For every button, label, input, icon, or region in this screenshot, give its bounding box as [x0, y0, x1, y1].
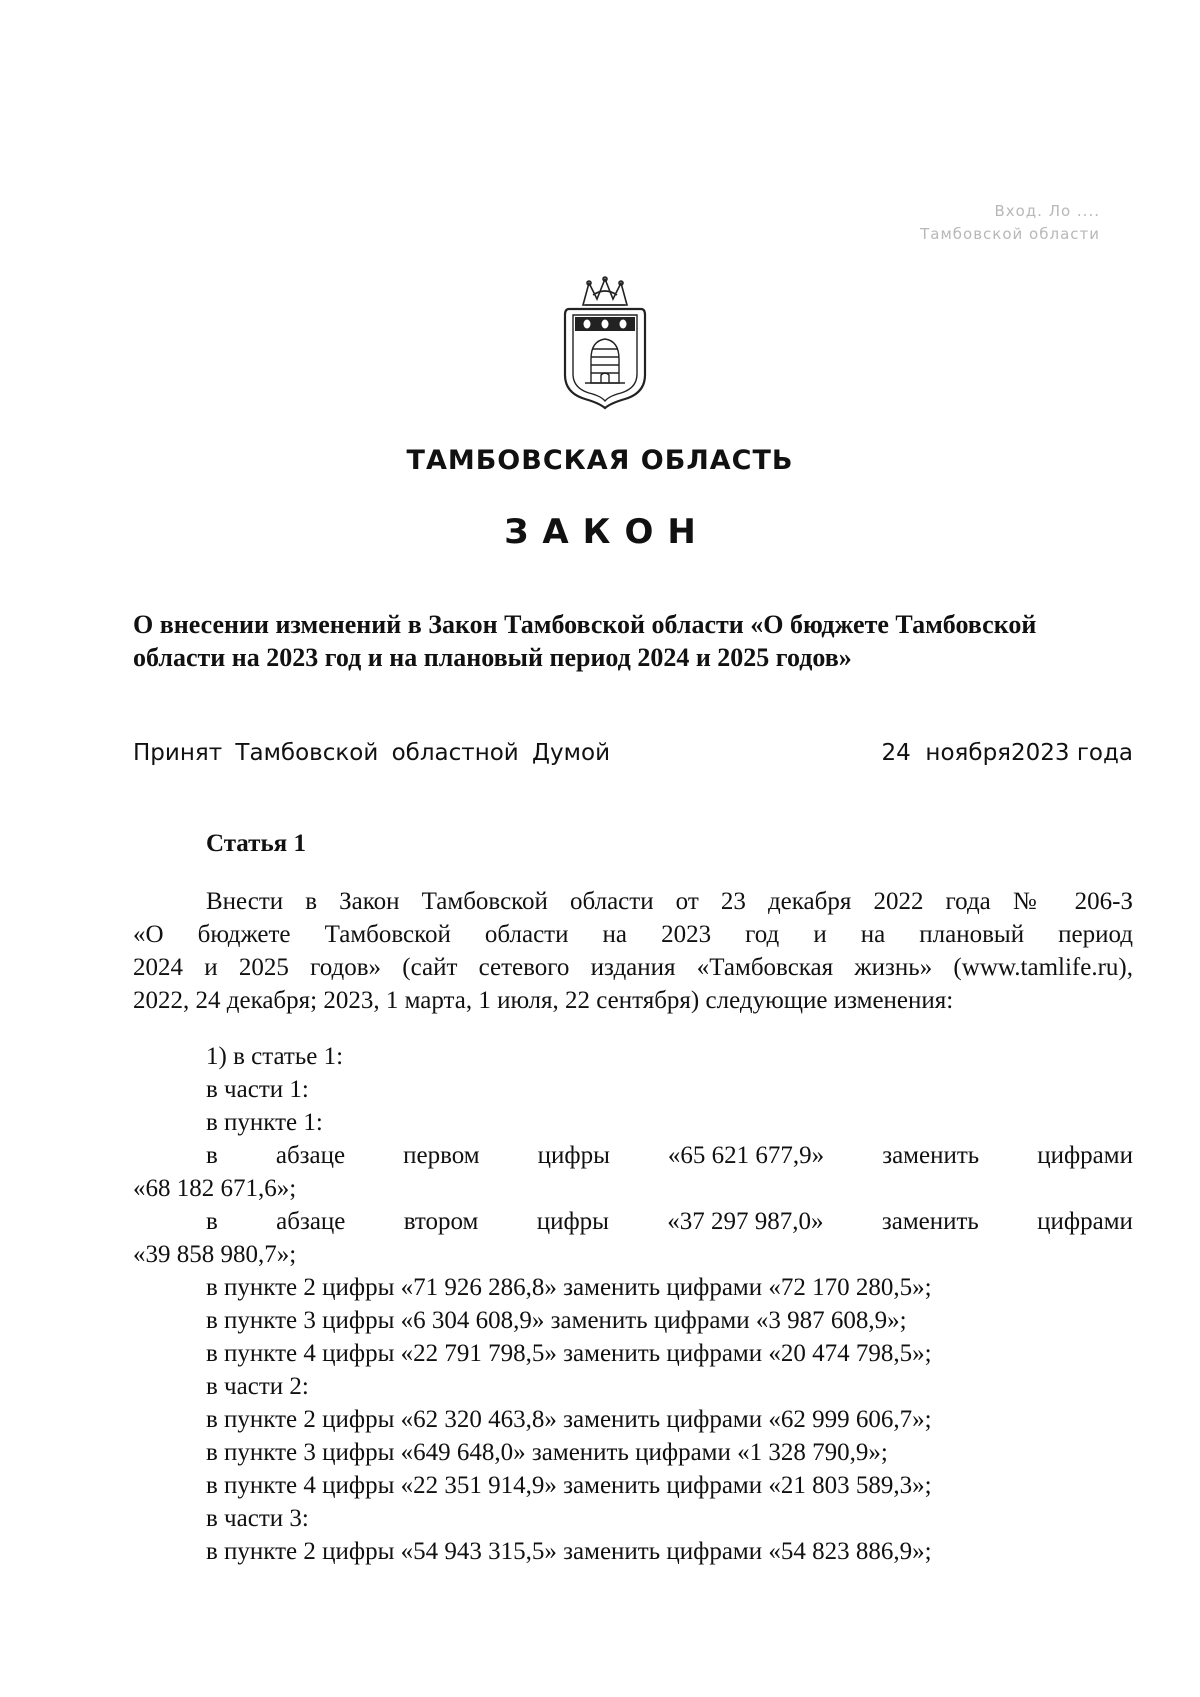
amendment-row — [133, 1205, 1133, 1238]
stamp-line-2: Тамбовской области — [920, 225, 1100, 243]
intro-line: 2022, 24 декабря; 2023, 1 марта, 1 июля, 22 сентября) следующие изменения: — [133, 987, 954, 1014]
law-title — [133, 608, 1133, 674]
word: абзаце — [275, 1142, 346, 1169]
word: заменить — [881, 1208, 979, 1235]
law-title-line-1: О внесении изменений в Закон Тамбовской области «О бюджете Тамбовской — [133, 610, 1037, 639]
word: цифрами — [1037, 1208, 1133, 1235]
region-name: ТАМБОВСКАЯ ОБЛАСТЬ — [406, 445, 794, 476]
amendment-row — [133, 1139, 1133, 1172]
word: «37 297 987,0» — [667, 1208, 824, 1235]
list-item: «39 858 980,7»; — [133, 1241, 297, 1268]
word: цифры — [536, 1208, 609, 1235]
adopted-date: 24 ноября2023 года — [881, 740, 1133, 766]
registration-stamp — [860, 200, 1100, 246]
word: заменить — [882, 1142, 980, 1169]
word: абзаце — [276, 1208, 346, 1235]
list-item: в пункте 3 цифры «649 648,0» заменить цифрами «1 328 790,9»; — [206, 1439, 888, 1466]
word: «65 621 677,9» — [667, 1142, 825, 1169]
adopted-by: Принят Тамбовской областной Думой — [133, 740, 611, 766]
intro-line: Внести в Закон Тамбовской области от 23 декабря 2022 года № 206-З — [206, 888, 1133, 915]
document-type: ЗАКОН — [504, 512, 710, 552]
list-item: в пункте 4 цифры «22 791 798,5» заменить цифрами «20 474 798,5»; — [206, 1340, 932, 1367]
list-item: в пункте 2 цифры «54 943 315,5» заменить цифрами «54 823 886,9»; — [206, 1538, 932, 1565]
word: цифры — [537, 1142, 610, 1169]
article-body — [133, 885, 1133, 1568]
intro-line: «О бюджете Тамбовской области на 2023 год и на плановый период — [133, 921, 1133, 948]
list-item: в части 3: — [206, 1505, 309, 1532]
intro-line: 2024 и 2025 годов» (сайт сетевого издания «Тамбовская жизнь» (www.tamlife.ru), — [133, 954, 1133, 981]
list-item: в части 1: — [206, 1076, 309, 1103]
word: цифрами — [1037, 1142, 1133, 1169]
list-item: в пункте 4 цифры «22 351 914,9» заменить цифрами «21 803 589,3»; — [206, 1472, 932, 1499]
list-item: в части 2: — [206, 1373, 309, 1400]
word: втором — [403, 1208, 479, 1235]
list-item: в пункте 2 цифры «71 926 286,8» заменить цифрами «72 170 280,5»; — [206, 1274, 932, 1301]
word: в — [206, 1142, 218, 1169]
word: первом — [403, 1142, 480, 1169]
list-item: в пункте 1: — [206, 1109, 323, 1136]
article-intro — [133, 885, 1133, 1017]
list-item: в пункте 2 цифры «62 320 463,8» заменить цифрами «62 999 606,7»; — [206, 1406, 932, 1433]
stamp-line-1: Вход. Ло .... — [994, 202, 1100, 220]
law-title-line-2: области на 2023 год и на плановый период 2024 и 2025 годов» — [133, 643, 852, 672]
coat-of-arms-icon — [555, 275, 655, 410]
article-title: Статья 1 — [206, 830, 306, 857]
word: в — [206, 1208, 218, 1235]
list-item: «68 182 671,6»; — [133, 1175, 297, 1202]
list-item: в пункте 3 цифры «6 304 608,9» заменить цифрами «3 987 608,9»; — [206, 1307, 907, 1334]
list-item: 1) в статье 1: — [206, 1043, 344, 1070]
